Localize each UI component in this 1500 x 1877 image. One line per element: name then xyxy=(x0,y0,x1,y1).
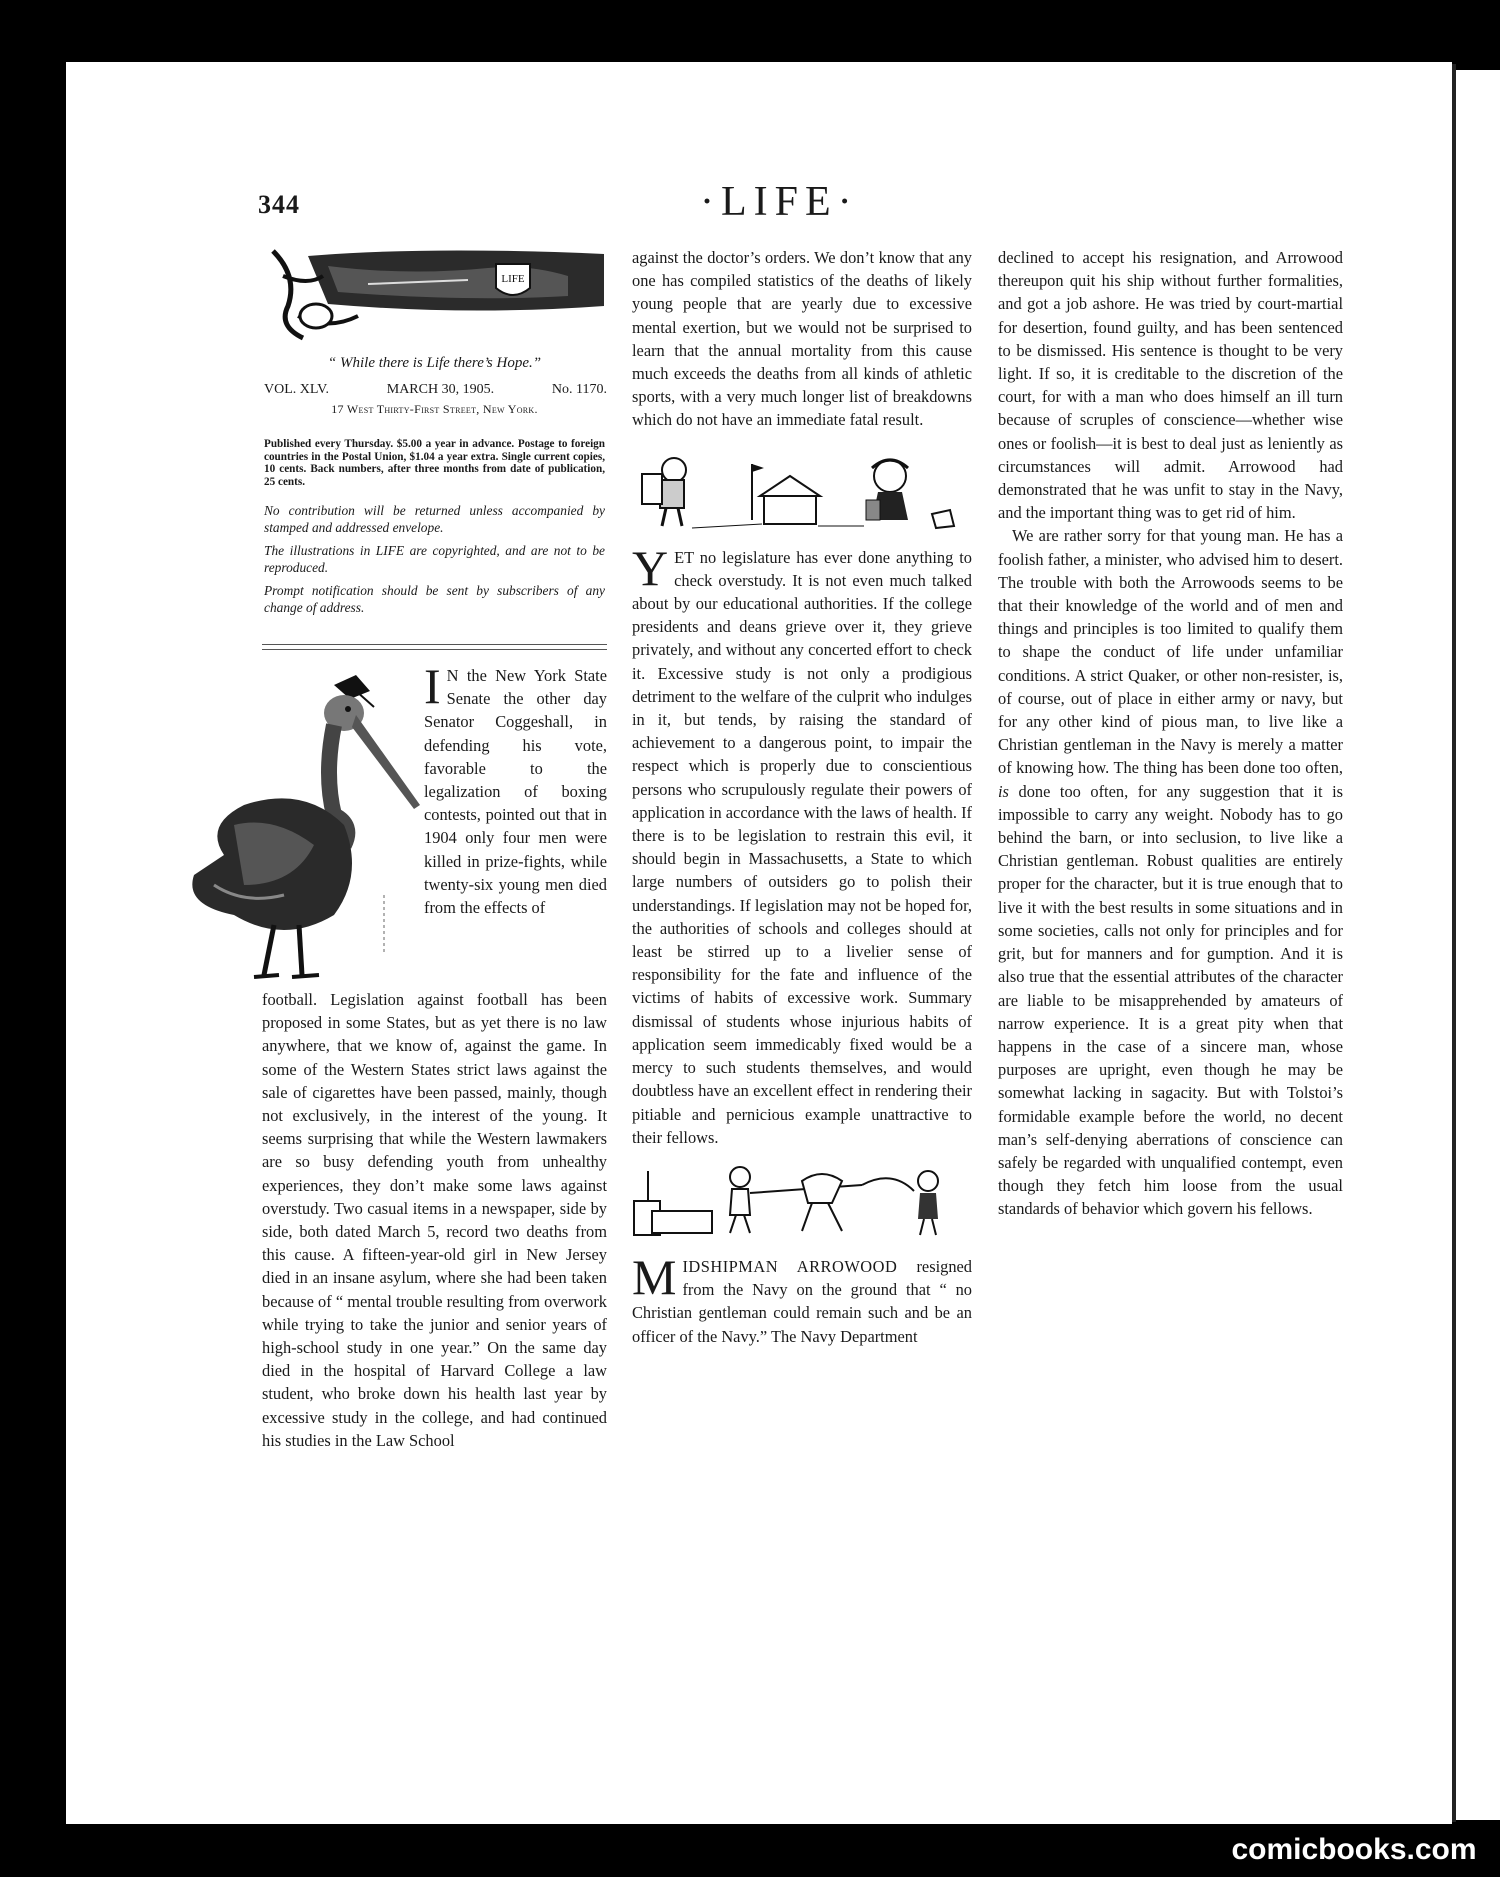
masthead-title: ·LIFE· xyxy=(700,179,859,225)
pelican-graduate-illustration xyxy=(184,655,424,985)
column-1 xyxy=(262,988,607,1452)
publisher-address: 17 West Thirty-First Street, New York. xyxy=(331,402,538,416)
masthead-motto: “ While there is Life there’s Hope.” xyxy=(327,355,542,371)
article-3-lead: IDSHIPMAN ARROWOOD xyxy=(682,1256,898,1276)
issue-date: MARCH 30, 1905. xyxy=(386,382,495,397)
article-3-p2-part-a: We are rather sorry for that young man. He has a foolish father, a minister, who advised him to desert. The trouble with both the Arrowoods seems to be that their knowledge of the world and of men and things and principles is too limited to qualify them to shape the conduct of life under unfamiliar conditions. A strict Quaker, or other non-resister, is, of course, out of place in either army or navy, but for any other kind of pious man, to live like a Christian gentleman in the Navy is merely a matter of knowing how. The thing has been done too often, xyxy=(998,526,1343,778)
article-2 xyxy=(632,539,972,1149)
article-3-p2-part-b: done too often, for any suggestion that it is impossible to carry any weight. Nobody has to go behind the barn, or into seclusion, to live like a Christian gentleman. Robust qualities are entirely proper for the character, but it is true enough that to live it with the best results in some situations and in some societies, calls not only for principles and for grit, but for manners and for gumption. And it is also true that the essential attributes of the character are liable to be misapprehended by amateurs of narrow experience. It is a great pity when that happens in the case of a sincere man, whose purposes are upright, even though he may be somewhat lacking in sagacity. But with Tolstoi’s formidable example before the world, no decent man’s self-denying aberrations of conscience can safely be regarded with unqualified contempt, even though they fetch him loose from the usual standards of behavior which govern his fellows. xyxy=(998,781,1343,1219)
source-watermark: comicbooks.com xyxy=(1231,1832,1477,1866)
note-contributions: No contribution will be returned unless accompanied by stamped and addressed envelope. xyxy=(264,503,605,535)
article-3-start xyxy=(632,1248,972,1348)
note-notification: Prompt notification should be sent by subscribers of any change of address. xyxy=(264,583,605,615)
article-3-paragraph-1: declined to accept his resignation, and Arrowood thereupon quit his ship without further formalities, and got a job ashore. He was tried by court-martial for desertion, found guilty, and has been sentenced to be dismissed. His sentence is thought to be very light. If so, it is creditable to the discretion of the court, for with a man who does himself an ill turn because of scruples of conscience—whether wise ones or foolish—it is best to deal just as leniently as circumstances will admit. Arrowood had demonstrated that he was unfit to stay in the Navy, and the important thing was to get rid of him. xyxy=(998,248,1343,523)
article-1-continuation: against the doctor’s orders. We don’t know that any one has compiled statistics of the deaths of likely young people that are yearly due to excessive mental exertion, but we would not be surprised to learn that the annual mortality from this cause much exceeds the deaths from all kinds of athletic sports, with a very much longer list of breakdowns which do not have an immediate fatal result. xyxy=(632,248,972,430)
dropcap-y: Y xyxy=(632,539,669,596)
page-number: 344 xyxy=(258,190,300,219)
article-2-lead: ET no legislature has ever done anything to check overstudy. xyxy=(674,547,972,590)
volume-line xyxy=(264,382,607,398)
publisher-notes xyxy=(264,503,605,623)
article-3-p2-emphasis: is xyxy=(998,781,1009,801)
children-pulling-rope-illustration xyxy=(632,1163,972,1241)
issue-number: No. 1170. xyxy=(551,382,607,397)
article-3-body: resigned from the Navy on the ground that “ no Christian gentleman could remain such and be an officer of the Navy.” The Navy Department xyxy=(632,1256,972,1346)
next-page-edge xyxy=(1456,70,1500,1820)
life-banner-illustration xyxy=(268,246,604,344)
dropcap-i: I xyxy=(424,658,441,714)
column-2 xyxy=(632,246,972,1348)
section-divider xyxy=(262,644,607,650)
svg-text:LIFE: LIFE xyxy=(501,273,525,285)
article-1-body: football. Legislation against football has been proposed in some States, but as yet there is no law anywhere, that we know of, against the game. In some of the Western States strict laws against the sale of cigarettes have been passed, mainly, though not exclusively, in the interest of the young. It seems surprising that while the Western lawmakers are so busy defending youth from unhealthy experiences, they don’t make some laws against overstudy. Two casual items in a newspaper, side by side, both dated March 5, record two deaths from this cause. A fifteen-year-old girl in New Jersey died in an insane asylum, where she had been taken because of “ mental trouble resulting from overwork while trying to take the junior and senior years of high-school study in one year.” On the same day died in the hospital of Harvard College a law student, who broke down his health last year by excessive study in the college, and had continued his studies in the Law School xyxy=(262,990,607,1450)
students-schoolhouse-illustration xyxy=(632,450,972,532)
note-illustrations: The illustrations in LIFE are copyrighted, and are not to be reproduced. xyxy=(264,543,605,575)
article-2-body: It is not even much talked about by our educational authorities. If the college presidents and deans grieve over it, they grieve privately, and without any concerted effort to check it. Excessive study is not only a prodigious detriment to the welfare of the culprit who indulges in it, but tends, by raising the standard of achievement to a dangerous point, to impair the respect which is properly due to conscientious persons who scrupulously regulate their powers of application in accordance with the laws of health. If there is to be legislation to restrain this evil, it should begin in Massachusetts, a State to which large numbers of outsiders go to polish their understandings. If legislation may not be hoped for, the authorities of schools and colleges should at least be stirred up to a livelier sense of responsibility for the fate and influence of the victims of habits of excessive work. Summary dismissal of students whose injurious habits of application seem immedicably fixed would be a mercy to such students themselves, and would doubtless have an excellent effect in rendering their pitiable and pernicious example unattractive to their fellows. xyxy=(632,570,972,1147)
volume-number: VOL. XLV. xyxy=(264,382,329,397)
dropcap-m: M xyxy=(632,1248,677,1305)
article-1-intro-text: N the New York State Senate the other day Senator Coggeshall, in defending his vote, favorable to the legalization of boxing contests, pointed out that in 1904 only four men were killed in prize-fights, while twenty-six young men died from the effects of xyxy=(424,666,607,918)
article-1-intro xyxy=(424,658,607,919)
publication-info: Published every Thursday. $5.00 a year in advance. Postage to foreign countries in the Postal Union, $1.04 a year extra. Single current copies, 10 cents. Back numbers, after three months from date of publication, 25 cents. xyxy=(264,438,605,488)
article-3-paragraph-2 xyxy=(998,524,1343,1220)
column-3 xyxy=(998,246,1343,1221)
